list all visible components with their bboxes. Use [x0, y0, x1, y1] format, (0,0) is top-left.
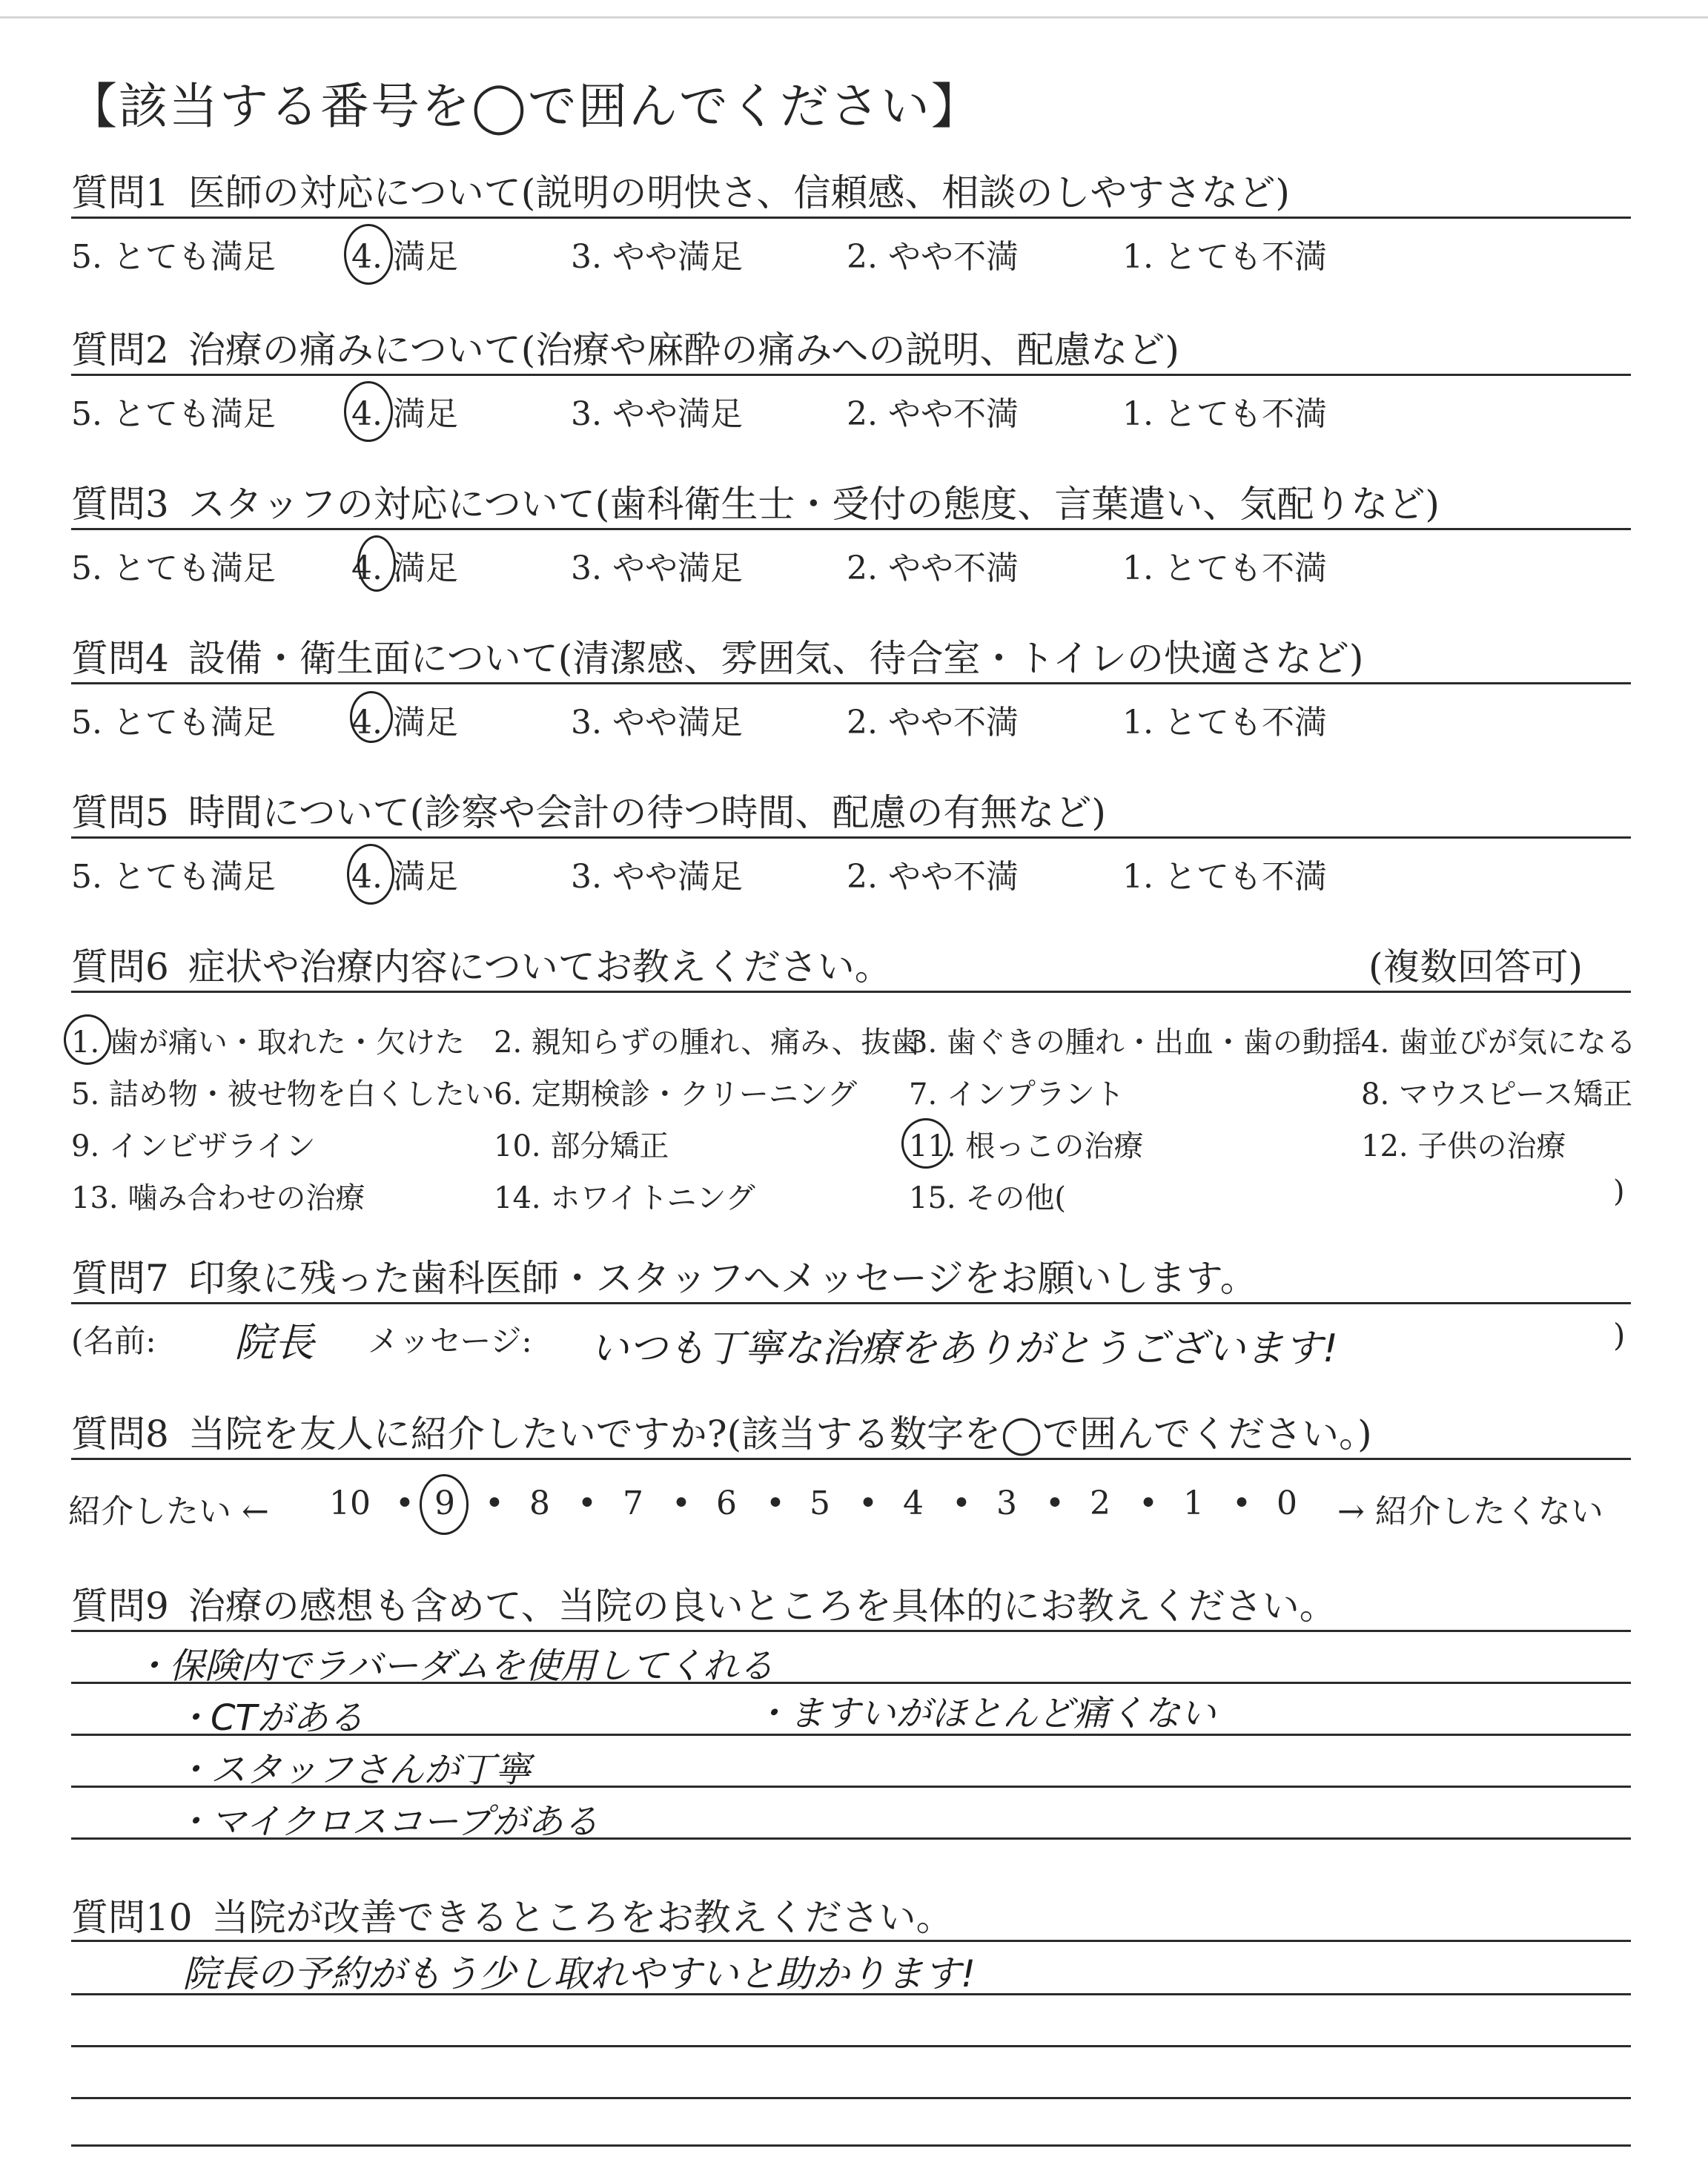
scale-value-10[interactable]: 10 [329, 1484, 371, 1522]
question-title [71, 937, 892, 991]
scale-separator: • [395, 1484, 414, 1522]
scale-value-1[interactable]: 1 [1183, 1484, 1204, 1522]
option-somewhat-dissatisfied[interactable]: 2. やや不満 [847, 858, 1019, 896]
question-title [71, 320, 1179, 374]
option-14[interactable]: 14. ホワイトニング [494, 1181, 755, 1215]
selection-circle-mark [357, 535, 396, 592]
question-number: 質問7 [71, 1257, 169, 1300]
option-15[interactable]: 15. その他( [909, 1181, 1066, 1215]
option-very-satisfied[interactable]: 5. とても満足 [71, 549, 276, 587]
question-title [71, 1888, 953, 1941]
question-title [71, 163, 1290, 217]
answer-line [71, 1940, 1631, 1942]
question-title [71, 1249, 1257, 1302]
option-13[interactable]: 13. 噛み合わせの治療 [71, 1181, 365, 1215]
question-rule [71, 1302, 1631, 1304]
question-3 [71, 475, 1628, 586]
question-number: 質問8 [71, 1413, 169, 1456]
scale-value-5[interactable]: 5 [810, 1484, 830, 1522]
option-somewhat-satisfied[interactable]: 3. やや満足 [571, 395, 743, 433]
question-title [71, 1576, 1337, 1630]
scale-separator: • [1139, 1484, 1158, 1522]
survey-instruction-heading: 【該当する番号を◯で囲んでください】 [68, 78, 982, 135]
option-5[interactable]: 5. 詰め物・被せ物を白くしたい [71, 1077, 494, 1112]
question-text: 治療の痛みについて(治療や麻酔の痛みへの説明、配慮など) [188, 328, 1179, 371]
message-label: メッセージ: [368, 1323, 532, 1359]
question-number: 質問4 [71, 637, 169, 680]
selection-circle-mark [901, 1118, 950, 1169]
question-5 [71, 783, 1628, 894]
question-title [71, 629, 1363, 682]
option-somewhat-dissatisfied[interactable]: 2. やや不満 [847, 704, 1019, 742]
option-very-dissatisfied[interactable]: 1. とても不満 [1122, 704, 1327, 742]
option-1[interactable]: 1. 歯が痛い・取れた・欠けた [71, 1025, 465, 1060]
selection-circle-mark [350, 691, 393, 743]
option-6[interactable]: 6. 定期検診・クリーニング [494, 1077, 858, 1112]
option-very-dissatisfied[interactable]: 1. とても不満 [1122, 238, 1327, 276]
question-rule [71, 1458, 1631, 1460]
question-7 [71, 1249, 1628, 1371]
question-text: 医師の対応について(説明の明快さ、信頼感、相談のしやすさなど) [188, 171, 1290, 214]
scale-right-label: → 紹介したくない [1337, 1493, 1603, 1530]
option-2[interactable]: 2. 親知らずの腫れ、痛み、抜歯 [494, 1025, 921, 1060]
question-number: 質問2 [71, 328, 169, 371]
option-11[interactable]: 11. 根っこの治療 [909, 1129, 1144, 1163]
option-satisfied[interactable]: 4. 満足 [351, 858, 458, 896]
option-somewhat-satisfied[interactable]: 3. やや満足 [571, 858, 743, 896]
option-10[interactable]: 10. 部分矯正 [494, 1129, 669, 1163]
scale-separator: • [1232, 1484, 1251, 1522]
question-text: 当院を友人に紹介したいですか?(該当する数字を◯で囲んでください。) [188, 1413, 1372, 1456]
option-3[interactable]: 3. 歯ぐきの腫れ・出血・歯の動揺 [909, 1025, 1362, 1060]
option-somewhat-satisfied[interactable]: 3. やや満足 [571, 549, 743, 587]
question-title [71, 783, 1106, 836]
question-rule [71, 836, 1631, 839]
question-title [71, 475, 1440, 528]
message-close-paren: ) [1613, 1317, 1626, 1353]
handwritten-answer[interactable]: ・マイクロスコープがある [175, 1801, 599, 1843]
option-satisfied[interactable]: 4. 満足 [351, 395, 458, 433]
scale-value-8[interactable]: 8 [529, 1484, 550, 1522]
option-somewhat-dissatisfied[interactable]: 2. やや不満 [847, 238, 1019, 276]
scale-value-9[interactable]: 9 [434, 1484, 455, 1522]
option-very-satisfied[interactable]: 5. とても満足 [71, 704, 276, 742]
option-7[interactable]: 7. インプラント [909, 1077, 1125, 1112]
question-rule [71, 682, 1631, 684]
option-satisfied[interactable]: 4. 満足 [351, 549, 458, 587]
option-4[interactable]: 4. 歯並びが気になる [1361, 1025, 1636, 1060]
scale-value-3[interactable]: 3 [996, 1484, 1017, 1522]
answer-line [71, 1630, 1631, 1632]
question-9 [71, 1576, 1628, 1843]
question-1 [71, 163, 1628, 274]
name-value[interactable]: 院長 [234, 1319, 314, 1366]
scale-separator: • [766, 1484, 785, 1522]
scale-separator: • [1045, 1484, 1065, 1522]
message-value[interactable]: いつも丁寧な治療をありがとうございます! [590, 1327, 1338, 1371]
question-number: 質問10 [71, 1896, 193, 1939]
question-8 [68, 1404, 1628, 1530]
handwritten-answer[interactable]: ・保険内でラバーダムを使用してくれる [133, 1645, 775, 1687]
handwritten-answer[interactable]: ・スタッフさんが丁寧 [175, 1749, 532, 1791]
option-very-satisfied[interactable]: 5. とても満足 [71, 395, 276, 433]
option-15-close-paren: ) [1613, 1175, 1625, 1209]
selection-circle-mark [64, 1014, 111, 1065]
question-text: 当院が改善できるところをお教えください。 [211, 1896, 953, 1939]
scale-separator: • [672, 1484, 691, 1522]
symptom-options-grid [71, 1019, 1636, 1256]
option-satisfied[interactable]: 4. 満足 [351, 238, 458, 276]
scale-value-2[interactable]: 2 [1090, 1484, 1110, 1522]
multiple-answers-note: (複数回答可) [1368, 945, 1583, 988]
question-6 [71, 937, 1636, 1219]
question-rule [71, 217, 1631, 219]
scale-value-6[interactable]: 6 [716, 1484, 737, 1522]
selection-circle-mark [420, 1474, 469, 1535]
selection-circle-mark [344, 224, 393, 285]
answer-line [71, 2097, 1631, 2099]
option-somewhat-satisfied[interactable]: 3. やや満足 [571, 238, 743, 276]
question-number: 質問3 [71, 483, 169, 526]
handwritten-answer[interactable]: 院長の予約がもう少し取れやすいと助かります! [182, 1952, 976, 1995]
question-number: 質問1 [71, 171, 169, 214]
answer-line [71, 2045, 1631, 2047]
scale-separator: • [952, 1484, 971, 1522]
option-very-satisfied[interactable]: 5. とても満足 [71, 858, 276, 896]
scale-separator: • [577, 1484, 597, 1522]
page-top-border [0, 16, 1708, 19]
question-2 [71, 320, 1628, 432]
scale-value-7[interactable]: 7 [623, 1484, 643, 1522]
question-number: 質問9 [71, 1585, 169, 1628]
answer-line [71, 2144, 1631, 2147]
scale-left-label: 紹介したい ← [68, 1493, 269, 1530]
selection-circle-mark [347, 844, 394, 905]
option-very-dissatisfied[interactable]: 1. とても不満 [1122, 549, 1327, 587]
scale-value-0[interactable]: 0 [1277, 1484, 1297, 1522]
question-text: 症状や治療内容についてお教えください。 [188, 945, 892, 988]
option-8[interactable]: 8. マウスピース矯正 [1361, 1077, 1633, 1112]
option-12[interactable]: 12. 子供の治療 [1361, 1129, 1566, 1163]
question-number: 質問6 [71, 945, 169, 988]
option-very-dissatisfied[interactable]: 1. とても不満 [1122, 395, 1327, 433]
option-somewhat-dissatisfied[interactable]: 2. やや不満 [847, 549, 1019, 587]
question-number: 質問5 [71, 791, 169, 834]
question-text: スタッフの対応について(歯科衛生士・受付の態度、言葉遣い、気配りなど) [188, 483, 1440, 526]
scale-separator: • [858, 1484, 878, 1522]
question-4 [71, 629, 1628, 740]
question-text: 時間について(診察や会計の待つ時間、配慮の有無など) [188, 791, 1106, 834]
question-10 [71, 1888, 1628, 2155]
scale-value-4[interactable]: 4 [903, 1484, 924, 1522]
handwritten-answer[interactable]: ・CTがある [175, 1697, 364, 1739]
selection-circle-mark [344, 381, 393, 442]
option-somewhat-satisfied[interactable]: 3. やや満足 [571, 704, 743, 742]
option-somewhat-dissatisfied[interactable]: 2. やや不満 [847, 395, 1019, 433]
question-text: 治療の感想も含めて、当院の良いところを具体的にお教えください。 [188, 1585, 1337, 1628]
option-very-dissatisfied[interactable]: 1. とても不満 [1122, 858, 1327, 896]
question-title [71, 1404, 1372, 1458]
question-rule [71, 528, 1631, 530]
scale-separator: • [485, 1484, 504, 1522]
question-text: 印象に残った歯科医師・スタッフへメッセージをお願いします。 [188, 1257, 1257, 1300]
question-rule [71, 991, 1631, 993]
question-rule [71, 374, 1631, 376]
name-label: (名前: [71, 1323, 156, 1359]
handwritten-answer[interactable]: ・ますいがほとんど痛くない [753, 1693, 1217, 1734]
question-text: 設備・衛生面について(清潔感、雰囲気、待合室・トイレの快適さなど) [188, 637, 1364, 680]
option-9[interactable]: 9. インビザライン [71, 1129, 316, 1163]
option-satisfied[interactable]: 4. 満足 [351, 704, 458, 742]
option-very-satisfied[interactable]: 5. とても満足 [71, 238, 276, 276]
